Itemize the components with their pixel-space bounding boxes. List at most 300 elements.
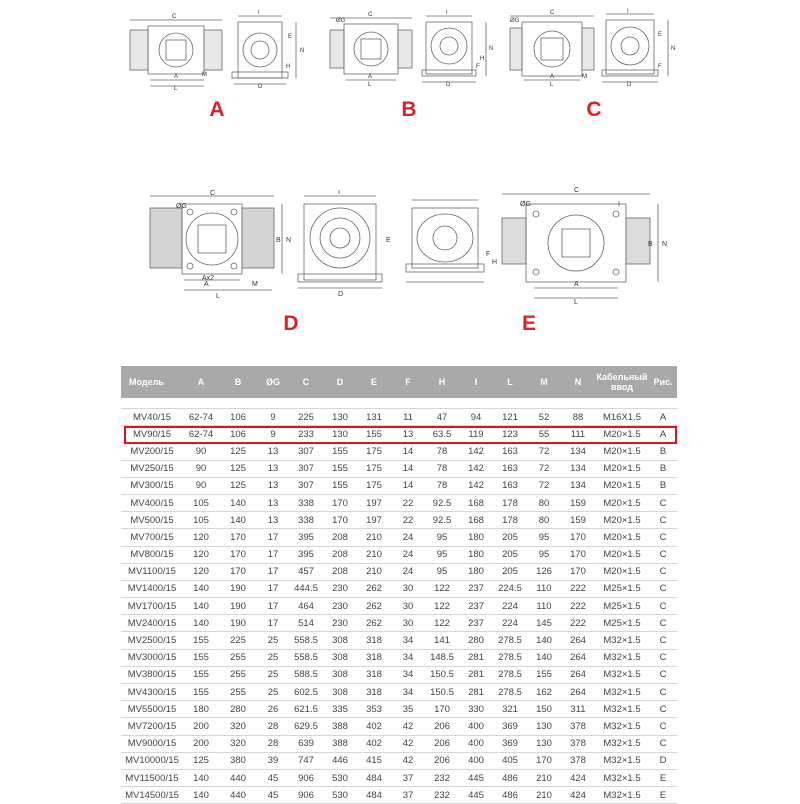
table-cell: 122 xyxy=(425,580,459,597)
table-cell: 105 xyxy=(183,494,219,511)
table-cell: 262 xyxy=(357,615,391,632)
table-cell: 232 xyxy=(425,787,459,804)
table-cell: M32×1.5 xyxy=(595,684,649,701)
table-cell: 200 xyxy=(183,718,219,735)
table-cell: M20×1.5 xyxy=(595,529,649,546)
dim-f: F xyxy=(476,64,480,70)
table-row xyxy=(121,752,677,769)
table-cell: 150.5 xyxy=(425,684,459,701)
table-cell: 125 xyxy=(219,443,257,460)
table-cell: 45 xyxy=(257,769,289,786)
dim-a: A xyxy=(174,74,179,80)
table-cell: 34 xyxy=(391,666,425,683)
table-cell: 14 xyxy=(391,477,425,494)
table-cell: 13 xyxy=(257,512,289,529)
column-header: B xyxy=(219,366,257,398)
table-cell: 629.5 xyxy=(289,718,323,735)
table-cell: 170 xyxy=(323,494,357,511)
table-cell: 155 xyxy=(527,666,561,683)
column-header: N xyxy=(561,366,595,398)
table-cell: 140 xyxy=(183,615,219,632)
table-cell: 90 xyxy=(183,477,219,494)
table-cell: 445 xyxy=(459,769,493,786)
table-cell: 163 xyxy=(493,477,527,494)
table-cell: 155 xyxy=(323,477,357,494)
table-cell: E xyxy=(649,787,677,804)
table-row xyxy=(121,718,677,735)
table-cell: 140 xyxy=(183,598,219,615)
drawing-d xyxy=(140,190,510,300)
dim-c: C xyxy=(172,14,177,20)
table-cell: 558.5 xyxy=(289,649,323,666)
table-cell: 17 xyxy=(257,529,289,546)
table-cell: C xyxy=(649,512,677,529)
table-cell: 388 xyxy=(323,735,357,752)
table-cell: B xyxy=(649,460,677,477)
table-cell: 13 xyxy=(257,460,289,477)
table-cell: 400 xyxy=(459,752,493,769)
table-cell: 318 xyxy=(357,632,391,649)
table-cell: M20×1.5 xyxy=(595,460,649,477)
table-cell: 37 xyxy=(391,769,425,786)
dim-d: D xyxy=(446,82,451,86)
table-cell: 264 xyxy=(561,684,595,701)
table-cell: 210 xyxy=(357,546,391,563)
table-cell: 22 xyxy=(391,494,425,511)
column-header: A xyxy=(183,366,219,398)
table-cell: 9 xyxy=(257,426,289,443)
table-cell: MV300/15 xyxy=(121,477,183,494)
table-cell: 170 xyxy=(425,701,459,718)
table-cell: 278.5 xyxy=(493,684,527,701)
table-cell: 122 xyxy=(425,598,459,615)
table-cell: 162 xyxy=(527,684,561,701)
table-row xyxy=(121,477,677,494)
table-cell: C xyxy=(649,529,677,546)
table-cell: 45 xyxy=(257,787,289,804)
table-cell: 237 xyxy=(459,580,493,597)
dim-n: N xyxy=(662,241,668,248)
dim-d: D xyxy=(258,84,263,90)
dim-c: C xyxy=(210,190,216,197)
table-cell: MV2500/15 xyxy=(121,632,183,649)
table-cell: 281 xyxy=(459,649,493,666)
table-cell: 208 xyxy=(323,563,357,580)
table-cell: 142 xyxy=(459,460,493,477)
table-cell: 378 xyxy=(561,735,595,752)
table-cell: 90 xyxy=(183,460,219,477)
table-cell: 94 xyxy=(459,409,493,426)
table-cell: 237 xyxy=(459,615,493,632)
table-cell: 34 xyxy=(391,684,425,701)
table-cell: 52 xyxy=(527,409,561,426)
table-cell: 13 xyxy=(257,443,289,460)
table-cell: 13 xyxy=(257,477,289,494)
table-cell: 37 xyxy=(391,787,425,804)
table-cell: 210 xyxy=(357,563,391,580)
table-row xyxy=(121,632,677,649)
table-cell: C xyxy=(649,494,677,511)
table-cell: 225 xyxy=(219,632,257,649)
table-cell: 230 xyxy=(323,580,357,597)
table-cell: 353 xyxy=(357,701,391,718)
table-cell: 134 xyxy=(561,477,595,494)
dim-c: C xyxy=(550,10,555,16)
table-cell: 34 xyxy=(391,649,425,666)
table-cell: 120 xyxy=(183,529,219,546)
table-cell: 78 xyxy=(425,477,459,494)
table-cell: 14 xyxy=(391,443,425,460)
dim-c: C xyxy=(574,187,580,194)
table-cell: 210 xyxy=(357,529,391,546)
table-cell: 155 xyxy=(357,426,391,443)
table-cell: 747 xyxy=(289,752,323,769)
column-header: L xyxy=(493,366,527,398)
table-cell: 72 xyxy=(527,443,561,460)
table-cell: B xyxy=(649,443,677,460)
table-cell: 639 xyxy=(289,735,323,752)
table-cell: 170 xyxy=(323,512,357,529)
table-cell: 130 xyxy=(323,426,357,443)
table-cell: 35 xyxy=(391,701,425,718)
table-cell: 281 xyxy=(459,666,493,683)
table-cell: 42 xyxy=(391,752,425,769)
dim-a: A xyxy=(574,281,579,288)
table-cell: 369 xyxy=(493,735,527,752)
dim-n: N xyxy=(286,237,292,244)
table-cell: M32×1.5 xyxy=(595,632,649,649)
table-cell: 264 xyxy=(561,649,595,666)
table-cell: MV1700/15 xyxy=(121,598,183,615)
table-cell: 232 xyxy=(425,769,459,786)
table-cell: 155 xyxy=(323,443,357,460)
dim-d: D xyxy=(338,291,344,298)
table-cell: 281 xyxy=(459,684,493,701)
table-cell: 278.5 xyxy=(493,632,527,649)
table-cell: 110 xyxy=(527,598,561,615)
table-cell: C xyxy=(649,615,677,632)
dim-d: D xyxy=(627,82,632,86)
column-header: E xyxy=(357,366,391,398)
drawing-c xyxy=(508,8,678,86)
drawing-label-a: A xyxy=(209,98,225,121)
table-cell: 155 xyxy=(323,460,357,477)
table-cell: 457 xyxy=(289,563,323,580)
table-cell: 140 xyxy=(219,494,257,511)
table-cell: 280 xyxy=(459,632,493,649)
dim-c: C xyxy=(368,12,373,18)
table-row xyxy=(121,615,677,632)
table-row xyxy=(121,409,677,426)
table-cell: 121 xyxy=(493,409,527,426)
table-cell: 318 xyxy=(357,666,391,683)
table-cell: 464 xyxy=(289,598,323,615)
table-cell: 210 xyxy=(527,769,561,786)
table-cell: 17 xyxy=(257,580,289,597)
dim-og: ØG xyxy=(510,18,520,24)
dim-i: I xyxy=(446,10,448,16)
table-cell: 210 xyxy=(527,787,561,804)
table-cell: MV700/15 xyxy=(121,529,183,546)
dim-m: M xyxy=(582,74,587,80)
table-cell: 222 xyxy=(561,615,595,632)
table-cell: 175 xyxy=(357,460,391,477)
table-cell: 255 xyxy=(219,684,257,701)
dim-n: N xyxy=(489,46,494,52)
table-cell: 224 xyxy=(493,615,527,632)
table-cell: MV40/15 xyxy=(121,409,183,426)
table-cell: 140 xyxy=(183,580,219,597)
table-cell: 190 xyxy=(219,615,257,632)
table-cell: MV2400/15 xyxy=(121,615,183,632)
column-header: D xyxy=(323,366,357,398)
table-cell: 140 xyxy=(183,787,219,804)
table-cell: 440 xyxy=(219,769,257,786)
table-cell: 126 xyxy=(527,563,561,580)
table-cell: 159 xyxy=(561,512,595,529)
table-cell: 159 xyxy=(561,494,595,511)
dim-a: A xyxy=(204,281,209,288)
table-cell: 445 xyxy=(459,787,493,804)
table-cell: 55 xyxy=(527,426,561,443)
table-cell: MV10000/15 xyxy=(121,752,183,769)
table-cell: 140 xyxy=(527,649,561,666)
table-cell: 230 xyxy=(323,615,357,632)
table-cell: 280 xyxy=(219,701,257,718)
table-cell: 320 xyxy=(219,735,257,752)
drawing-a xyxy=(120,8,320,90)
table-cell: C xyxy=(649,563,677,580)
table-cell: 145 xyxy=(527,615,561,632)
drawing-label-c: C xyxy=(586,98,602,121)
table-cell: 484 xyxy=(357,769,391,786)
table-cell: 621.5 xyxy=(289,701,323,718)
table-cell: M32×1.5 xyxy=(595,752,649,769)
table-cell: 330 xyxy=(459,701,493,718)
table-cell: 197 xyxy=(357,494,391,511)
table-cell: 26 xyxy=(257,701,289,718)
table-row xyxy=(121,649,677,666)
dim-l: L xyxy=(368,82,372,86)
table-cell: 486 xyxy=(493,769,527,786)
table-cell: 222 xyxy=(561,598,595,615)
dim-e: E xyxy=(288,34,293,40)
table-row xyxy=(121,598,677,615)
table-cell: 335 xyxy=(323,701,357,718)
dim-h: H xyxy=(492,259,498,266)
table-cell: C xyxy=(649,666,677,683)
table-row xyxy=(121,684,677,701)
table-header xyxy=(121,366,677,398)
table-cell: 168 xyxy=(459,494,493,511)
table-cell: 140 xyxy=(183,769,219,786)
table-cell: 39 xyxy=(257,752,289,769)
table-cell: 140 xyxy=(219,512,257,529)
table-cell: 17 xyxy=(257,546,289,563)
table-cell: M32×1.5 xyxy=(595,718,649,735)
table-cell: 170 xyxy=(219,563,257,580)
column-header: I xyxy=(459,366,493,398)
table-cell: 110 xyxy=(527,580,561,597)
table-cell: 30 xyxy=(391,580,425,597)
table-cell: 62-74 xyxy=(183,409,219,426)
column-header: Рис. xyxy=(649,366,677,398)
table-cell: 170 xyxy=(219,529,257,546)
table-cell: 206 xyxy=(425,718,459,735)
table-cell: 170 xyxy=(561,546,595,563)
table-cell: M20×1.5 xyxy=(595,512,649,529)
table-cell: 95 xyxy=(527,546,561,563)
table-cell: 558.5 xyxy=(289,632,323,649)
table-cell: MV7200/15 xyxy=(121,718,183,735)
table-row xyxy=(121,546,677,563)
table-cell: 72 xyxy=(527,477,561,494)
table-cell: 175 xyxy=(357,477,391,494)
dim-n: N xyxy=(671,46,676,52)
table-cell: C xyxy=(649,632,677,649)
dim-i: I xyxy=(618,201,620,208)
table-cell: 906 xyxy=(289,787,323,804)
table-cell: 120 xyxy=(183,546,219,563)
table-cell: 175 xyxy=(357,443,391,460)
table-cell: 602.5 xyxy=(289,684,323,701)
table-cell: 400 xyxy=(459,718,493,735)
table-cell: MV9000/15 xyxy=(121,735,183,752)
table-cell: M32×1.5 xyxy=(595,649,649,666)
table-cell: MV90/15 xyxy=(121,426,183,443)
table-cell: 134 xyxy=(561,443,595,460)
table-cell: 78 xyxy=(425,443,459,460)
table-cell: 222 xyxy=(561,580,595,597)
table-cell: 308 xyxy=(323,666,357,683)
table-cell: 134 xyxy=(561,460,595,477)
table-cell: MV11500/15 xyxy=(121,769,183,786)
table-cell: C xyxy=(649,684,677,701)
table-cell: 230 xyxy=(323,598,357,615)
table-cell: MV800/15 xyxy=(121,546,183,563)
table-cell: 95 xyxy=(425,529,459,546)
drawing-b xyxy=(326,8,496,86)
table-cell: A xyxy=(649,426,677,443)
table-cell: MV500/15 xyxy=(121,512,183,529)
table-cell: 155 xyxy=(183,666,219,683)
table-cell: MV1400/15 xyxy=(121,580,183,597)
table-row xyxy=(121,460,677,477)
table-cell: 318 xyxy=(357,684,391,701)
drawing-label-d: D xyxy=(283,312,299,335)
table-cell: 9 xyxy=(257,409,289,426)
table-cell: MV400/15 xyxy=(121,494,183,511)
table-cell: 190 xyxy=(219,598,257,615)
table-cell: 378 xyxy=(561,718,595,735)
dim-e: E xyxy=(658,32,663,38)
table-cell: 388 xyxy=(323,718,357,735)
table-cell: 262 xyxy=(357,580,391,597)
table-cell: 11 xyxy=(391,409,425,426)
table-cell: 88 xyxy=(561,409,595,426)
table-cell: E xyxy=(649,769,677,786)
table-cell: M20×1.5 xyxy=(595,477,649,494)
table-cell: 25 xyxy=(257,632,289,649)
table-cell: 402 xyxy=(357,718,391,735)
table-row xyxy=(121,735,677,752)
column-header: Кабельный ввод xyxy=(595,366,649,398)
table-cell: 405 xyxy=(493,752,527,769)
table-cell: 17 xyxy=(257,563,289,580)
table-cell: 311 xyxy=(561,701,595,718)
table-cell: 307 xyxy=(289,443,323,460)
table-cell: MV4300/15 xyxy=(121,684,183,701)
table-cell: 119 xyxy=(459,426,493,443)
table-cell: 170 xyxy=(219,546,257,563)
table-cell: 120 xyxy=(183,563,219,580)
table-cell: 424 xyxy=(561,787,595,804)
table-cell: 170 xyxy=(561,529,595,546)
table-cell: 92.5 xyxy=(425,494,459,511)
table-cell: 141 xyxy=(425,632,459,649)
table-cell: 308 xyxy=(323,684,357,701)
dim-h: H xyxy=(480,56,485,62)
table-cell: 111 xyxy=(561,426,595,443)
dim-og: ØG xyxy=(520,201,531,208)
dim-a: A xyxy=(368,74,373,80)
table-cell: 446 xyxy=(323,752,357,769)
table-cell: 906 xyxy=(289,769,323,786)
table-cell: 208 xyxy=(323,529,357,546)
table-cell: 140 xyxy=(527,632,561,649)
table-cell: 180 xyxy=(183,701,219,718)
table-cell: 307 xyxy=(289,460,323,477)
table-cell: 63.5 xyxy=(425,426,459,443)
table-cell: 17 xyxy=(257,615,289,632)
table-cell: 90 xyxy=(183,443,219,460)
table-row xyxy=(121,443,677,460)
column-header: ØG xyxy=(257,366,289,398)
table-cell: C xyxy=(649,546,677,563)
table-cell: 180 xyxy=(459,546,493,563)
table-cell: 13 xyxy=(391,426,425,443)
dim-f: F xyxy=(658,64,662,70)
table-cell: M20×1.5 xyxy=(595,494,649,511)
table-cell: 163 xyxy=(493,443,527,460)
table-cell: 444.5 xyxy=(289,580,323,597)
dim-l: L xyxy=(216,293,220,300)
table-cell: C xyxy=(649,701,677,718)
table-cell: 34 xyxy=(391,632,425,649)
table-cell: 206 xyxy=(425,752,459,769)
table-cell: M20×1.5 xyxy=(595,546,649,563)
table-cell: 25 xyxy=(257,649,289,666)
table-cell: B xyxy=(649,477,677,494)
table-cell: 307 xyxy=(289,477,323,494)
table-cell: 395 xyxy=(289,546,323,563)
table-cell: 78 xyxy=(425,460,459,477)
table-cell: A xyxy=(649,409,677,426)
table-cell: 72 xyxy=(527,460,561,477)
table-cell: 278.5 xyxy=(493,649,527,666)
column-header: F xyxy=(391,366,425,398)
table-cell: C xyxy=(649,598,677,615)
table-row xyxy=(121,787,677,804)
table-cell: 264 xyxy=(561,632,595,649)
dim-b: B xyxy=(276,237,281,244)
dim-h: H xyxy=(286,64,291,70)
dim-og: ØG xyxy=(176,203,187,210)
table-cell: 278.5 xyxy=(493,666,527,683)
table-cell: C xyxy=(649,735,677,752)
table-cell: M20×1.5 xyxy=(595,426,649,443)
table-cell: 224 xyxy=(493,598,527,615)
